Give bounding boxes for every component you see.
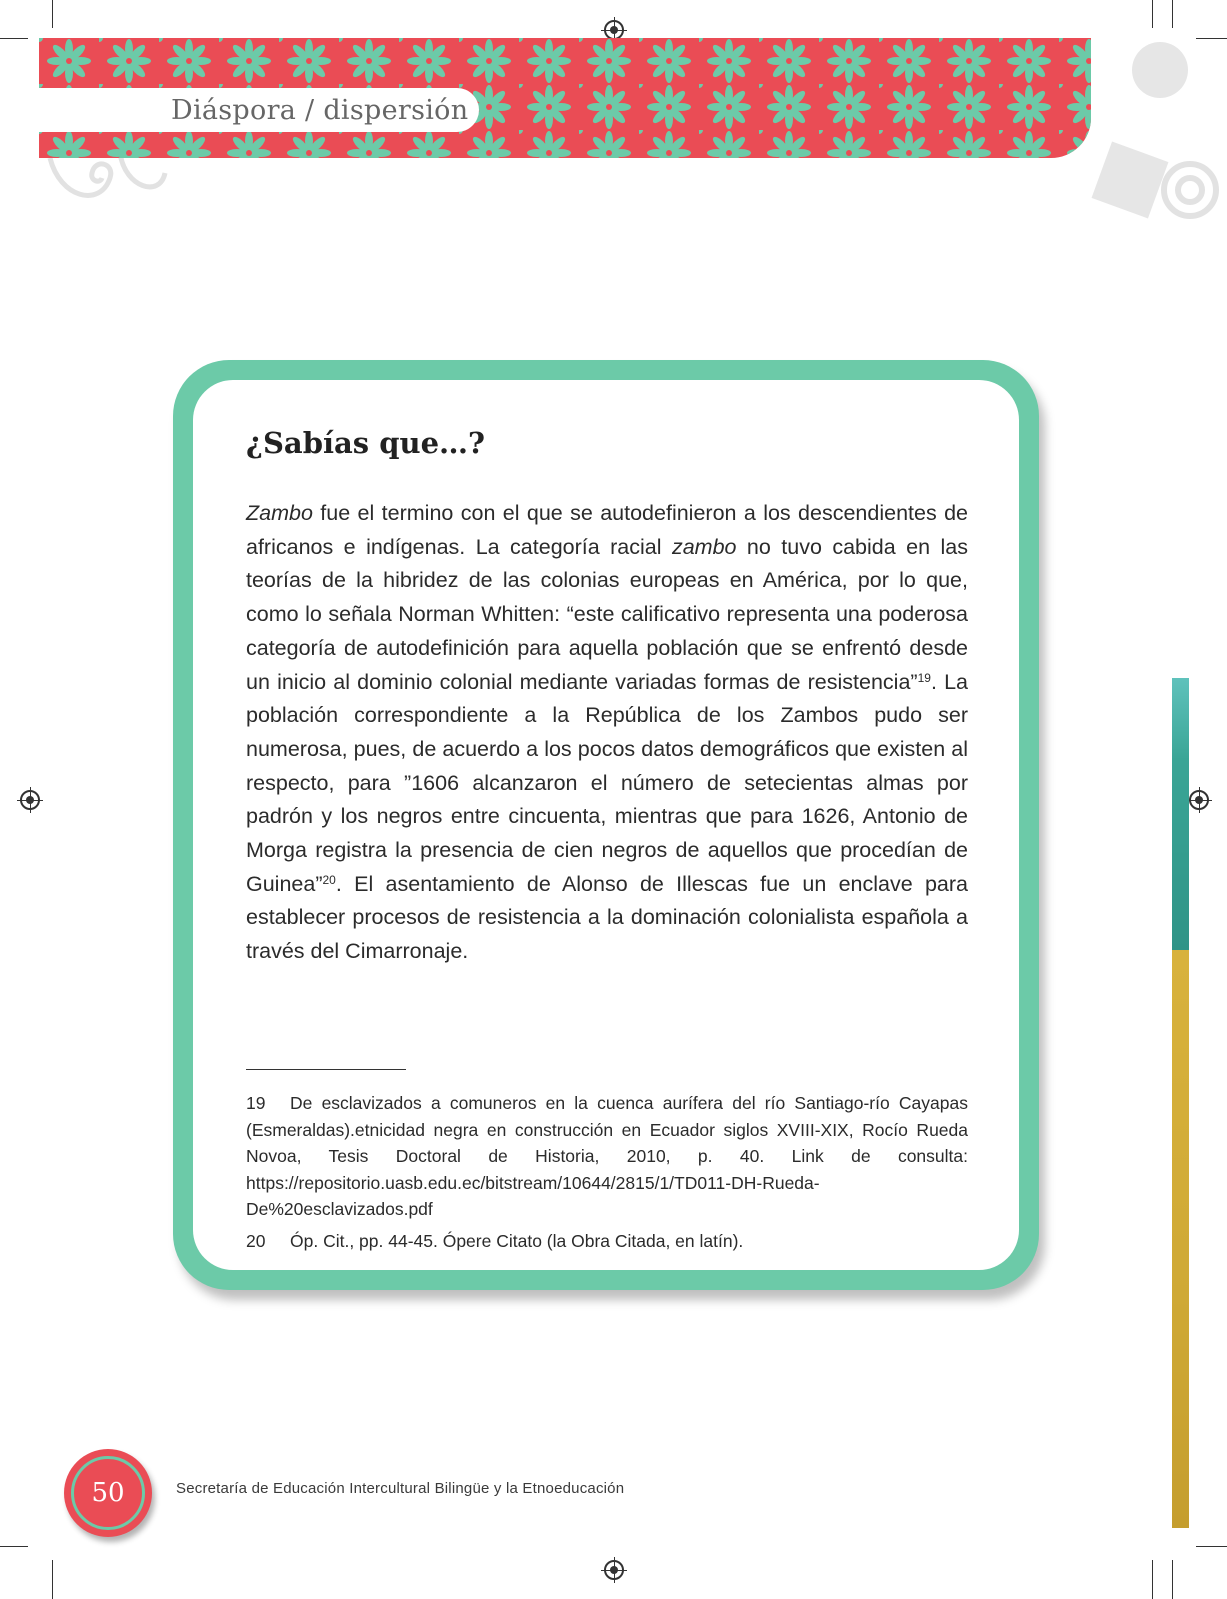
side-stripe-teal: [1172, 678, 1189, 950]
footnote: [246, 1090, 968, 1223]
crop-mark: [1172, 0, 1173, 28]
section-title: Diáspora / dispersión: [171, 94, 469, 126]
registration-mark-icon: [1189, 790, 1209, 810]
footnote: [246, 1228, 968, 1255]
crop-mark: [52, 0, 53, 28]
footnotes: [246, 1090, 968, 1259]
card-heading: ¿Sabías que…?: [246, 426, 486, 460]
header-band: [39, 38, 1091, 158]
crop-mark: [1152, 0, 1153, 28]
paragraph-text: . La población correspondiente a la República de los Zambos pudo ser numerosa, pues, de acuerdo a los pocos datos demográficos que existen al respecto, para ”1606 alcanzaron el número de setecientas almas por padrón y los negros entre cincuenta, mientras que para 1626, Antonio de Morga registra la presencia de cien negros de aquellos que procedían de Guinea”: [246, 669, 968, 896]
paragraph-text: fue el termino con el que se autodefinieron a los descendientes de africanos e indígenas. La categoría racial: [246, 501, 968, 559]
footnote-text: Óp. Cit., pp. 44-45. Ópere Citato (la Obra Citada, en latín).: [290, 1230, 744, 1251]
swirl-ornament-icon: [40, 148, 170, 218]
registration-mark-icon: [20, 790, 40, 810]
term-zambo: Zambo: [246, 501, 313, 525]
registration-mark-icon: [604, 1560, 624, 1580]
crop-mark: [1196, 38, 1227, 39]
footnote-divider: [246, 1069, 406, 1070]
crop-mark: [1172, 1560, 1173, 1599]
card-paragraph: [246, 497, 968, 969]
crop-mark: [52, 1560, 53, 1599]
page-number: 50: [91, 1478, 125, 1508]
footnote-ref: 19: [917, 670, 931, 685]
registration-mark-icon: [604, 20, 624, 40]
side-stripe-gold: [1172, 950, 1189, 1528]
footnote-number: 19: [246, 1093, 266, 1113]
section-title-tab: [39, 88, 479, 132]
footnote-text: De esclavizados a comuneros en la cuenca aurífera del río Santiago-río Cayapas (Esmeraldas).etnicidad negra en construcción en Ecuador siglos XVIII-XIX, Rocío Rueda Novoa, Tesis Doctoral de Historia, 2010, p. 40. Link de consulta: https://repositorio.uasb.edu.ec/bitstream/10644/2815/1/TD011-DH-Rueda-De%20esclavizados.pdf: [246, 1093, 968, 1219]
term-zambo: zambo: [671, 534, 737, 559]
footnote-number: 20: [246, 1230, 266, 1251]
publisher-name: Secretaría de Educación Intercultural Bilingüe y la Etnoeducación: [176, 1480, 625, 1497]
crop-mark: [0, 38, 28, 39]
page-number-badge: [64, 1449, 152, 1537]
crop-mark: [0, 1546, 28, 1547]
footnote-ref: 20: [322, 872, 336, 887]
crop-mark: [1152, 1560, 1153, 1599]
paragraph-text: no tuvo cabida en las teorías de la hibridez de las colonias europeas en América, por lo que, como lo señala Norman Whitten: “este calificativo representa una poderosa categoría de autodefinición para aquella población que se enfrentó desde un inicio al dominio colonial mediante variadas formas de resistencia”: [246, 534, 968, 694]
crop-mark: [1196, 1546, 1227, 1547]
paragraph-text: . El asentamiento de Alonso de Illescas fue un enclave para establecer procesos de resistencia a la dominación colonialista española a través del Cimarronaje.: [246, 871, 968, 964]
